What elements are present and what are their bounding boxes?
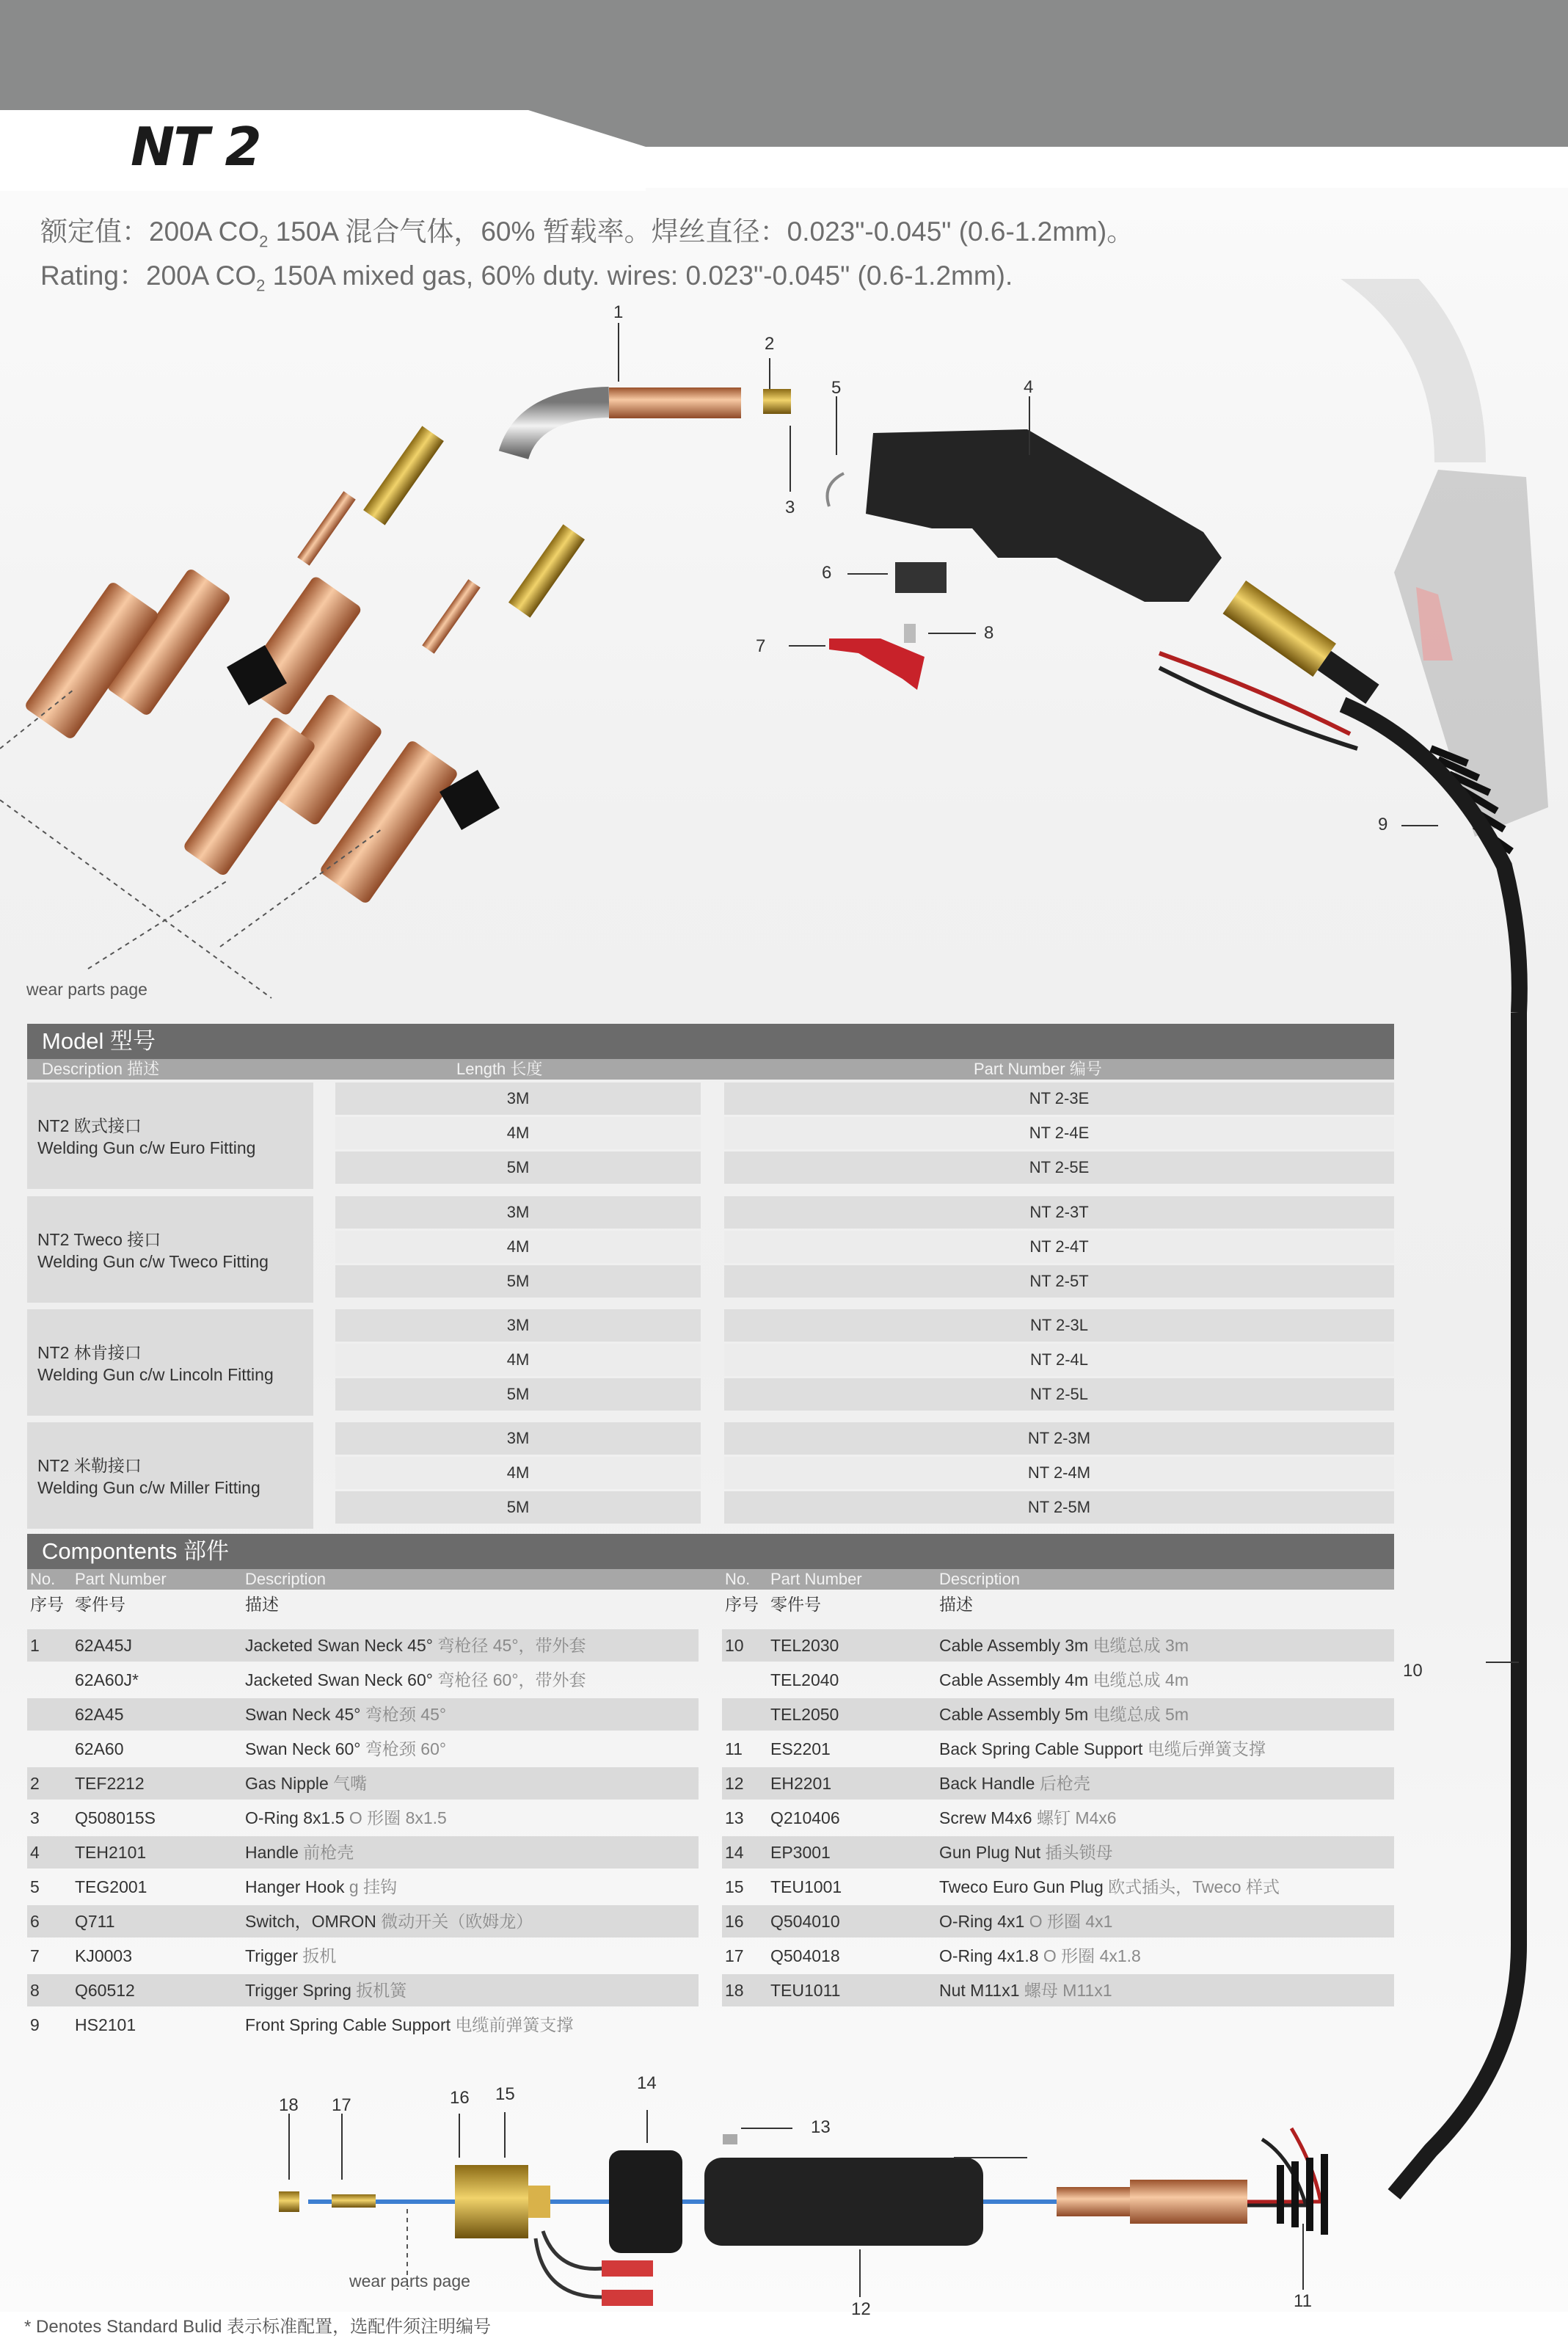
component-part-number: TEL2030 [770,1636,839,1655]
model-desc-cn: NT2 米勒接口 [37,1456,142,1475]
component-part-number: Q504018 [770,1946,840,1965]
hdr-cn-no-left: 序号 [30,1595,64,1614]
model-length: 5M [335,1151,701,1184]
hdr-part-right: Part Number [770,1570,862,1588]
component-row [722,1940,1394,1972]
model-description [27,1309,313,1416]
component-description [245,1905,533,1937]
component-desc-en: Swan Neck 45° [245,1705,361,1724]
rating-cn: 额定值：200A $CO_2$ 150A 混合气体，60% 暂载率。焊丝直径：0.023"-0.045" (0.6-1.2mm)。 [40,216,1134,251]
callout-10: 10 [1403,1661,1423,1681]
component-description [245,1940,336,1972]
component-no: 10 [725,1636,744,1655]
component-row [27,1733,699,1765]
model-desc-en: Welding Gun c/w Miller Fitting [37,1478,260,1497]
components-table-title: Compontents 部件 [27,1534,1394,1569]
component-no: 13 [725,1808,744,1827]
component-part-number: Q210406 [770,1808,840,1827]
nut-m11 [279,2191,299,2212]
component-description [245,1629,586,1662]
model-part-number: NT 2-5T [724,1265,1394,1298]
screw [723,2134,737,2144]
component-part-number: TEU1001 [770,1877,842,1896]
model-length: 4M [335,1231,701,1263]
model-desc-en: Welding Gun c/w Lincoln Fitting [37,1365,274,1384]
model-length: 4M [335,1117,701,1149]
callout-2: 2 [765,334,775,354]
component-part-number: EP3001 [770,1843,831,1862]
component-row [27,1836,699,1868]
model-desc-cn: NT2 林肯接口 [37,1343,142,1362]
callout-3: 3 [785,498,795,517]
component-part-number: TEH2101 [75,1843,147,1862]
callout-14: 14 [637,2073,657,2093]
hdr-cn-desc-right: 描述 [939,1595,973,1614]
callout-9: 9 [1378,815,1388,834]
component-desc-en: Gun Plug Nut [939,1843,1041,1862]
header-tab [0,110,646,191]
component-desc-cn: 弯枪颈 45° [365,1705,447,1724]
component-desc-en: Back Handle [939,1774,1035,1793]
component-part-number: 62A60J* [75,1670,139,1689]
component-no: 12 [725,1774,744,1793]
col-description: Description 描述 [42,1060,160,1078]
model-table-title: Model 型号 [27,1024,1394,1059]
component-part-number: Q504010 [770,1912,840,1931]
component-part-number: Q508015S [75,1808,156,1827]
component-part-number: TEG2001 [75,1877,147,1896]
callout-4: 4 [1024,377,1034,397]
component-part-number: TEU1011 [770,1981,841,2000]
trigger [829,638,925,690]
component-description [245,1802,447,1834]
hdr-cn-part-right: 零件号 [770,1595,821,1614]
model-table-header [27,1059,1394,1080]
assembled-gun-faded [1209,279,1548,837]
component-description [245,1871,397,1903]
component-desc-cn: 后枪壳 [1039,1774,1090,1793]
callout-12: 12 [851,2299,871,2319]
model-part-number: NT 2-4M [724,1457,1394,1489]
component-desc-cn: 电缆总成 3m [1093,1636,1189,1655]
component-no: 2 [30,1774,40,1793]
euro-gun-plug [455,2165,528,2238]
component-desc-cn: 螺钉 M4x6 [1036,1808,1117,1827]
model-part-number: NT 2-4T [724,1231,1394,1263]
model-description [27,1422,313,1529]
model-length: 5M [335,1378,701,1411]
component-part-number: TEL2040 [770,1670,839,1689]
component-part-number: Q711 [75,1912,115,1931]
component-desc-en: Jacketed Swan Neck 45° [245,1636,433,1655]
component-description [939,1802,1117,1834]
component-description [939,1905,1112,1937]
component-desc-cn: g 挂钩 [349,1877,398,1896]
component-row [27,1664,699,1696]
components-header-en [27,1569,1394,1590]
model-length: 3M [335,1422,701,1455]
component-description [939,1698,1189,1731]
component-desc-en: Hanger Hook [245,1877,345,1896]
component-description [245,1664,586,1696]
component-description [245,1698,446,1731]
model-length: 5M [335,1265,701,1298]
component-description [939,1940,1141,1972]
hdr-desc-right: Description [939,1570,1021,1588]
callout-17: 17 [332,2095,351,2115]
component-desc-en: O-Ring 4x1.8 [939,1946,1039,1965]
gas-nipple [763,389,791,414]
component-desc-cn: 电缆后弹簧支撑 [1147,1739,1266,1758]
component-row [722,1871,1394,1903]
hdr-cn-part-left: 零件号 [75,1595,125,1614]
model-description [27,1082,313,1189]
component-no: 17 [725,1946,744,1965]
oring-17 [332,2194,376,2208]
component-desc-cn: 微动开关（欧姆龙） [381,1912,533,1931]
callout-6: 6 [822,563,832,583]
component-desc-en: Cable Assembly 5m [939,1705,1089,1724]
trigger-spring [904,624,916,643]
component-desc-cn: 电缆总成 5m [1093,1705,1189,1724]
model-desc-en: Welding Gun c/w Euro Fitting [37,1138,256,1157]
component-row [722,1664,1394,1696]
component-desc-cn: 电缆总成 4m [1093,1670,1189,1689]
component-part-number: KJ0003 [75,1946,133,1965]
component-desc-en: O-Ring 4x1 [939,1912,1025,1931]
model-part-number: NT 2-3L [724,1309,1394,1342]
component-description [939,1767,1090,1800]
hdr-no-left: No. [30,1570,56,1588]
callout-5: 5 [831,378,842,398]
component-row [722,1629,1394,1662]
component-desc-cn: 电缆前弹簧支撑 [455,2015,574,2034]
component-desc-en: Front Spring Cable Support [245,2015,451,2034]
component-row [27,1698,699,1731]
model-desc-en: Welding Gun c/w Tweco Fitting [37,1252,269,1271]
component-row [27,1871,699,1903]
component-desc-en: O-Ring 8x1.5 [245,1808,345,1827]
component-desc-en: Cable Assembly 3m [939,1636,1089,1655]
component-row [27,2009,699,2041]
components-header-cn [27,1591,1394,1618]
component-desc-en: Switch，OMRON [245,1912,376,1931]
component-no: 8 [30,1981,40,2000]
component-description [939,1664,1189,1696]
component-part-number: 62A45J [75,1636,133,1655]
exploded-diagram-top [0,279,1568,1013]
component-no: 14 [725,1843,744,1862]
component-part-number: Q60512 [75,1981,135,2000]
component-part-number: HS2101 [75,2015,136,2034]
callout-13: 13 [811,2117,831,2137]
component-desc-cn: 插头锁母 [1045,1843,1113,1862]
component-desc-cn: 欧式插头，Tweco 样式 [1108,1877,1280,1896]
component-part-number: TEL2050 [770,1705,839,1724]
model-part-number: NT 2-4E [724,1117,1394,1149]
model-length: 4M [335,1344,701,1376]
component-no: 11 [725,1739,743,1758]
component-description [939,1871,1280,1903]
callout-18: 18 [279,2095,299,2115]
component-description [939,1733,1266,1765]
page-title: NT 2 [131,116,260,178]
model-part-number: NT 2-3T [724,1196,1394,1229]
component-description [245,1767,367,1800]
component-row [27,1905,699,1937]
hdr-cn-no-right: 序号 [725,1595,759,1614]
component-desc-cn: O 形圈 4x1.8 [1043,1946,1141,1965]
model-length: 4M [335,1457,701,1489]
hdr-desc-left: Description [245,1570,327,1588]
component-row [722,1974,1394,2006]
rating-en: Rating：200A $CO_2$ 150A mixed gas, 60% duty. wires: 0.023"-0.045" (0.6-1.2mm). [40,261,1013,295]
component-desc-cn: 弯枪径 45°，带外套 [437,1636,586,1655]
component-no: 6 [30,1912,40,1931]
component-part-number: 62A60 [75,1739,124,1758]
callout-11: 11 [1294,2291,1312,2311]
model-length: 3M [335,1196,701,1229]
component-desc-en: Trigger [245,1946,298,1965]
model-description [27,1196,313,1303]
component-no: 7 [30,1946,40,1965]
wear-parts-label-top: wear parts page [26,980,147,999]
component-no: 3 [30,1808,40,1827]
gun-plug-nut [609,2150,682,2253]
component-desc-en: Back Spring Cable Support [939,1739,1143,1758]
component-desc-en: Trigger Spring [245,1981,351,2000]
component-description [245,1733,446,1765]
component-description [939,1629,1189,1662]
component-desc-cn: 扳机簧 [356,1981,407,2000]
component-desc-cn: 气嘴 [333,1774,368,1793]
model-desc-cn: NT2 欧式接口 [37,1116,142,1135]
component-part-number: ES2201 [770,1739,831,1758]
component-description [939,1974,1112,2006]
component-desc-en: Tweco Euro Gun Plug [939,1877,1104,1896]
component-part-number: TEF2212 [75,1774,145,1793]
neck-connector [1223,581,1385,710]
component-description [245,1974,406,2006]
model-part-number: NT 2-3M [724,1422,1394,1455]
hanger-hook [828,473,845,506]
component-no: 5 [30,1877,40,1896]
col-length: Length 长度 [456,1060,543,1078]
component-row [722,1836,1394,1868]
callout-15: 15 [495,2084,515,2104]
component-row [722,1767,1394,1800]
component-desc-cn: 前枪壳 [303,1843,354,1862]
component-no: 18 [725,1981,744,2000]
component-no: 9 [30,2015,40,2034]
switch [895,562,947,593]
component-no: 1 [30,1636,40,1655]
model-part-number: NT 2-3E [724,1082,1394,1115]
component-desc-cn: 弯枪径 60°，带外套 [437,1670,586,1689]
model-length: 3M [335,1082,701,1115]
neck-copper-end [609,387,741,418]
col-part-number: Part Number 编号 [974,1060,1102,1078]
component-row [722,1802,1394,1834]
component-no: 16 [725,1912,744,1931]
component-description [245,1836,354,1868]
component-desc-cn: O 形圈 4x1 [1029,1912,1113,1931]
wear-parts [23,426,585,905]
model-part-number: NT 2-5M [724,1491,1394,1524]
callout-16: 16 [450,2088,470,2108]
model-part-number: NT 2-5E [724,1151,1394,1184]
component-desc-cn: 弯枪颈 60° [365,1739,447,1758]
component-desc-en: Cable Assembly 4m [939,1670,1089,1689]
component-no: 15 [725,1877,744,1896]
swan-neck [514,402,609,455]
component-row [722,1698,1394,1731]
footnote: * Denotes Standard Bulid 表示标准配置，选配件须注明编号 [24,2317,492,2337]
callout-1: 1 [613,302,624,322]
hdr-cn-desc-left: 描述 [245,1595,279,1614]
model-length: 3M [335,1309,701,1342]
model-length: 5M [335,1491,701,1524]
model-part-number: NT 2-5L [724,1378,1394,1411]
hdr-part-left: Part Number [75,1570,167,1588]
component-part-number: 62A45 [75,1705,124,1724]
model-desc-cn: NT2 Tweco 接口 [37,1230,161,1249]
component-desc-en: Screw M4x6 [939,1808,1032,1827]
callout-8: 8 [984,623,994,643]
component-desc-en: Swan Neck 60° [245,1739,361,1758]
callout-7: 7 [756,636,766,656]
model-part-number: NT 2-4L [724,1344,1394,1376]
component-description [245,2009,573,2041]
component-desc-cn: O 形圈 8x1.5 [349,1808,447,1827]
component-row [722,1905,1394,1937]
component-desc-en: Nut M11x1 [939,1981,1020,2000]
component-row [27,1802,699,1834]
wear-parts-label-bottom: wear parts page [349,2271,470,2290]
exploded-diagram-bottom [0,2055,1568,2319]
component-row [27,1940,699,1972]
component-row [722,1733,1394,1765]
leader-lines [619,323,1438,826]
gun-illustration [0,279,1568,1013]
component-description [939,1836,1112,1868]
component-part-number: EH2201 [770,1774,832,1793]
hdr-no-right: No. [725,1570,751,1588]
component-desc-cn: 扳机 [302,1946,337,1965]
component-desc-en: Gas Nipple [245,1774,329,1793]
component-row [27,1767,699,1800]
component-desc-en: Handle [245,1843,299,1862]
component-row [27,1974,699,2006]
back-handle [704,2158,983,2246]
component-row [27,1629,699,1662]
component-desc-cn: 螺母 M11x1 [1024,1981,1112,2000]
component-desc-en: Jacketed Swan Neck 60° [245,1670,433,1689]
component-no: 4 [30,1843,40,1862]
